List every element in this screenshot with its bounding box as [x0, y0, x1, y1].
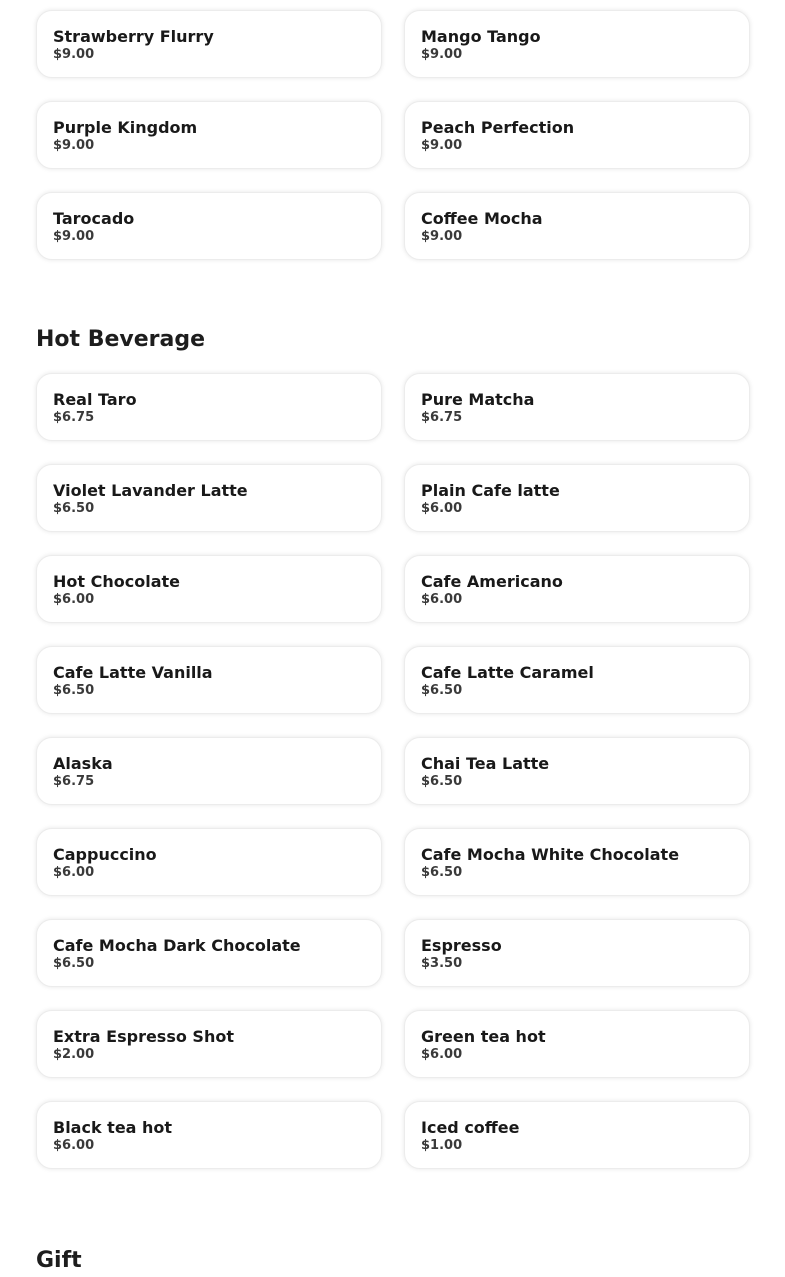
item-name: Cafe Mocha White Chocolate	[421, 845, 680, 864]
item-name: Violet Lavander Latte	[53, 481, 248, 500]
item-price: $6.00	[421, 1047, 463, 1062]
menu-item-card[interactable]	[404, 101, 750, 169]
menu-item-card[interactable]	[36, 646, 382, 714]
item-name: Green tea hot	[421, 1027, 546, 1046]
menu-item-card[interactable]	[404, 373, 750, 441]
item-name: Black tea hot	[53, 1118, 173, 1137]
item-name: Chai Tea Latte	[421, 754, 550, 773]
menu-item-card[interactable]	[36, 555, 382, 623]
item-price: $9.00	[421, 47, 463, 62]
item-name: Pure Matcha	[421, 390, 535, 409]
item-name: Plain Cafe latte	[421, 481, 560, 500]
item-price: $9.00	[421, 229, 463, 244]
item-name: Cappuccino	[53, 845, 157, 864]
item-price: $3.50	[421, 956, 463, 971]
item-price: $6.00	[421, 501, 463, 516]
item-price: $6.00	[53, 592, 95, 607]
menu-item-card[interactable]	[404, 1010, 750, 1078]
menu-item-card[interactable]	[404, 464, 750, 532]
item-name: Hot Chocolate	[53, 572, 180, 591]
item-price: $6.75	[53, 410, 95, 425]
item-price: $2.00	[53, 1047, 95, 1062]
item-name: Espresso	[421, 936, 502, 955]
item-name: Peach Perfection	[421, 118, 575, 137]
menu-item-card[interactable]	[36, 828, 382, 896]
item-name: Iced coffee	[421, 1118, 520, 1137]
item-name: Cafe Mocha Dark Chocolate	[53, 936, 301, 955]
item-name: Real Taro	[53, 390, 137, 409]
item-name: Mango Tango	[421, 27, 541, 46]
section-title-hot-beverage: Hot Beverage	[36, 327, 206, 352]
item-name: Cafe Americano	[421, 572, 563, 591]
item-price: $9.00	[421, 138, 463, 153]
menu-item-card[interactable]	[36, 464, 382, 532]
item-name: Extra Espresso Shot	[53, 1027, 234, 1046]
item-price: $6.75	[421, 410, 463, 425]
item-name: Purple Kingdom	[53, 118, 198, 137]
item-name: Cafe Latte Vanilla	[53, 663, 213, 682]
menu-item-card[interactable]	[404, 192, 750, 260]
menu-item-card[interactable]	[404, 10, 750, 78]
menu-item-card[interactable]	[404, 555, 750, 623]
item-price: $6.00	[53, 865, 95, 880]
menu-item-card[interactable]	[36, 192, 382, 260]
menu-item-card[interactable]	[36, 919, 382, 987]
menu-item-card[interactable]	[36, 737, 382, 805]
item-price: $1.00	[421, 1138, 463, 1153]
item-name: Tarocado	[53, 209, 135, 228]
item-price: $6.75	[53, 774, 95, 789]
menu-item-card[interactable]	[404, 737, 750, 805]
cold-drinks-grid	[36, 10, 750, 260]
menu-item-card[interactable]	[36, 10, 382, 78]
item-name: Alaska	[53, 754, 113, 773]
item-price: $9.00	[53, 229, 95, 244]
item-price: $9.00	[53, 138, 95, 153]
item-name: Strawberry Flurry	[53, 27, 214, 46]
menu-item-card[interactable]	[404, 919, 750, 987]
menu-item-card[interactable]	[36, 1010, 382, 1078]
item-price: $6.50	[421, 774, 463, 789]
section-title-gift: Gift	[36, 1248, 82, 1273]
item-price: $6.00	[421, 592, 463, 607]
menu-item-card[interactable]	[36, 101, 382, 169]
item-price: $6.50	[421, 865, 463, 880]
item-price: $6.50	[53, 501, 95, 516]
item-price: $9.00	[53, 47, 95, 62]
menu-item-card[interactable]	[404, 646, 750, 714]
item-name: Cafe Latte Caramel	[421, 663, 594, 682]
item-price: $6.50	[53, 683, 95, 698]
item-price: $6.50	[421, 683, 463, 698]
menu-item-card[interactable]	[36, 373, 382, 441]
menu-item-card[interactable]	[404, 828, 750, 896]
hot-beverage-grid	[36, 373, 750, 1169]
menu-item-card[interactable]	[404, 1101, 750, 1169]
item-name: Coffee Mocha	[421, 209, 543, 228]
menu-item-card[interactable]	[36, 1101, 382, 1169]
item-price: $6.00	[53, 1138, 95, 1153]
item-price: $6.50	[53, 956, 95, 971]
